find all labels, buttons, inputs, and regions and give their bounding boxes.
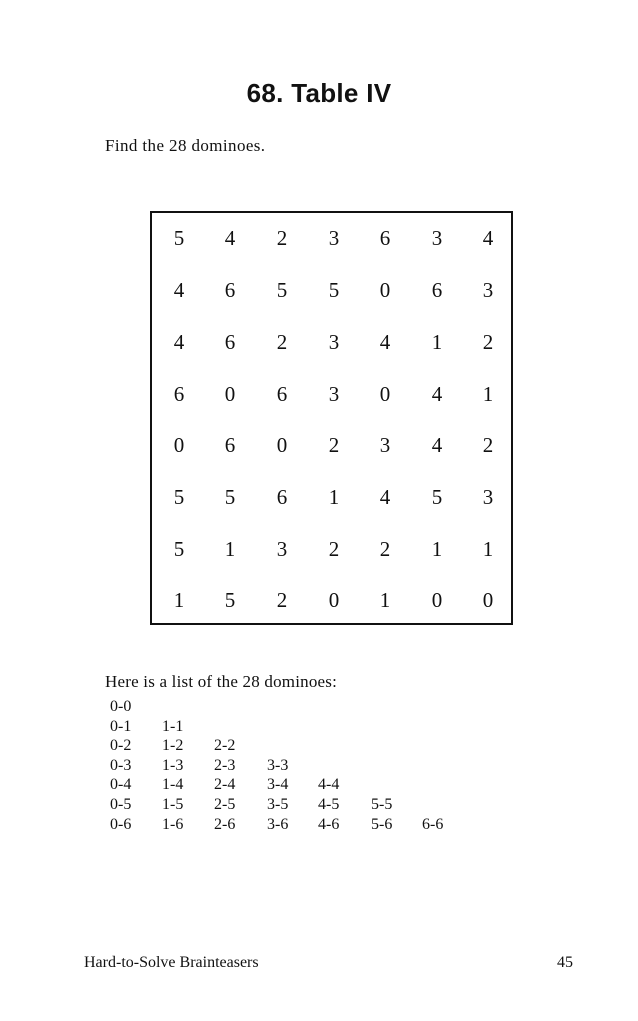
grid-row: [152, 585, 511, 615]
domino-entry: 1-3: [162, 756, 184, 774]
grid-row: [152, 327, 511, 357]
grid-cell: 6: [224, 433, 236, 457]
domino-entry: 0-2: [110, 737, 132, 755]
grid-cell: 1: [224, 537, 236, 561]
grid-cell: 6: [224, 330, 236, 354]
grid-cell: 3: [482, 278, 494, 302]
grid-cell: 1: [328, 485, 340, 509]
grid-cell: 0: [379, 382, 391, 406]
puzzle-title: 68. Table IV: [246, 78, 392, 108]
domino-entry: 5-5: [371, 796, 393, 813]
grid-cell: 6: [379, 226, 391, 250]
grid-cell: 6: [173, 382, 185, 406]
grid-cell: 2: [328, 537, 340, 561]
grid-cell: 0: [482, 588, 494, 612]
domino-entry: 0-3: [110, 756, 132, 774]
grid-cell: 0: [224, 382, 236, 406]
grid-row: [152, 275, 511, 305]
domino-entry: 0-0: [110, 698, 132, 715]
grid-cell: 3: [328, 382, 340, 406]
grid-cell: 6: [224, 278, 236, 302]
grid-cell: 4: [379, 485, 391, 509]
domino-entry: 4-4: [318, 776, 340, 794]
domino-entry: 4-6: [318, 815, 340, 833]
domino-entry: 2-4: [214, 776, 236, 794]
grid-cell: 6: [276, 382, 288, 406]
domino-grid: [150, 211, 513, 625]
grid-cell: 5: [276, 278, 288, 302]
domino-entry: 1-5: [162, 796, 184, 813]
domino-entry: 1-4: [162, 776, 184, 794]
domino-entry: 2-3: [214, 756, 236, 774]
domino-entry: 5-6: [371, 815, 393, 833]
grid-cell: 5: [431, 485, 443, 509]
grid-cell: 3: [379, 433, 391, 457]
domino-entry: 1-2: [162, 737, 184, 755]
domino-entry: 3-6: [267, 815, 289, 833]
grid-cell: 0: [173, 433, 185, 457]
domino-entry: 3-4: [267, 776, 289, 794]
grid-cell: 4: [173, 278, 185, 302]
grid-cell: 4: [431, 382, 443, 406]
grid-cell: 4: [379, 330, 391, 354]
grid-cell: 5: [224, 485, 236, 509]
grid-cell: 3: [431, 226, 443, 250]
domino-entry: 0-1: [110, 717, 132, 735]
domino-entry: 0-4: [110, 776, 132, 794]
grid-cell: 6: [431, 278, 443, 302]
domino-entry: 4-5: [318, 796, 340, 813]
grid-row: [152, 430, 511, 460]
grid-cell: 2: [379, 537, 391, 561]
domino-list-intro: Here is a list of the 28 dominoes:: [105, 672, 338, 691]
domino-entry: 0-6: [110, 815, 132, 833]
grid-row: [152, 379, 511, 409]
grid-cell: 2: [276, 588, 288, 612]
domino-entry: 3-5: [267, 796, 289, 813]
domino-entry: 1-6: [162, 815, 184, 833]
domino-entry: 0-5: [110, 796, 132, 813]
grid-cell: 3: [276, 537, 288, 561]
grid-cell: 2: [276, 226, 288, 250]
grid-cell: 3: [328, 226, 340, 250]
grid-cell: 5: [173, 485, 185, 509]
domino-entry: 3-3: [267, 756, 289, 774]
grid-cell: 5: [328, 278, 340, 302]
puzzle-instruction: Find the 28 dominoes.: [105, 136, 266, 155]
grid-cell: 0: [431, 588, 443, 612]
grid-row: [152, 482, 511, 512]
grid-row: [152, 223, 511, 253]
grid-cell: 4: [431, 433, 443, 457]
grid-cell: 0: [379, 278, 391, 302]
footer-page-number: 45: [557, 954, 573, 971]
grid-cell: 3: [482, 485, 494, 509]
grid-cell: 0: [276, 433, 288, 457]
grid-cell: 5: [224, 588, 236, 612]
grid-cell: 5: [173, 537, 185, 561]
domino-entry: 1-1: [162, 717, 184, 735]
grid-cell: 6: [276, 485, 288, 509]
grid-cell: 3: [328, 330, 340, 354]
domino-entry: 6-6: [422, 815, 444, 833]
domino-entry: 2-6: [214, 815, 236, 833]
grid-cell: 2: [482, 433, 494, 457]
grid-cell: 4: [173, 330, 185, 354]
grid-cell: 1: [482, 537, 494, 561]
grid-cell: 0: [328, 588, 340, 612]
grid-cell: 1: [173, 588, 185, 612]
grid-cell: 1: [379, 588, 391, 612]
grid-cell: 1: [431, 537, 443, 561]
footer-book-title: Hard-to-Solve Brainteasers: [84, 954, 259, 971]
grid-cell: 2: [328, 433, 340, 457]
grid-cell: 1: [482, 382, 494, 406]
grid-cell: 4: [482, 226, 494, 250]
grid-cell: 4: [224, 226, 236, 250]
grid-row: [152, 534, 511, 564]
grid-cell: 1: [431, 330, 443, 354]
grid-cell: 2: [276, 330, 288, 354]
domino-entry: 2-2: [214, 737, 236, 755]
grid-cell: 5: [173, 226, 185, 250]
domino-entry: 2-5: [214, 796, 236, 813]
grid-cell: 2: [482, 330, 494, 354]
